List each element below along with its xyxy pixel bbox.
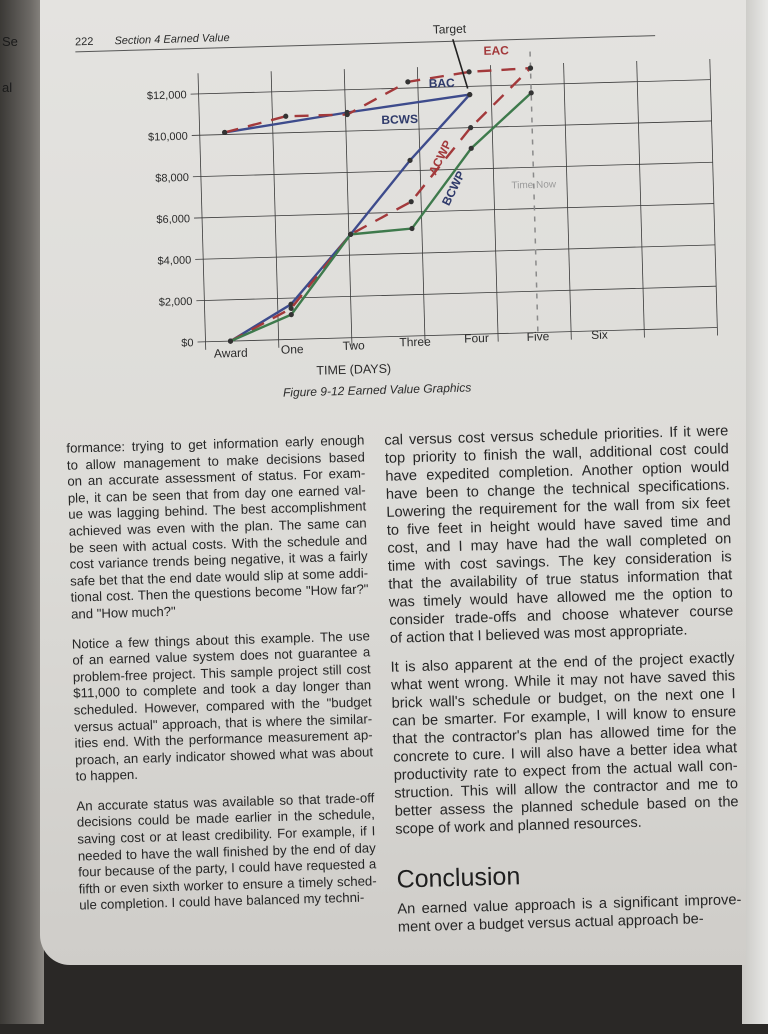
gridline-vertical (198, 73, 206, 350)
text-line: to allow management to make decisions based (66, 449, 365, 473)
text-line: ule completion. I could have balanced my techni- (78, 890, 365, 913)
right-text-column (384, 422, 742, 947)
left-text-column (66, 432, 377, 927)
text-line: ment over a budget versus actual approach be- (397, 911, 704, 936)
text-line: that the availability of true status information that (388, 567, 733, 593)
text-line: on an accurate assessment of status. For exam- (67, 465, 366, 489)
text-line: An earned value approach is a significant improve- (397, 892, 742, 918)
y-tick-label: $10,000 (147, 130, 188, 144)
target-label: Target (432, 21, 467, 37)
y-tick-label: $6,000 (156, 213, 191, 227)
section-title: Section 4 Earned Value (114, 32, 230, 48)
gridline-horizontal (192, 121, 712, 136)
conclusion-heading: Conclusion (396, 862, 521, 894)
y-tick-label: $2,000 (158, 295, 193, 309)
text-line: scheduled. However, compared with the "budget (73, 694, 372, 718)
gridline-horizontal (196, 286, 716, 301)
gridline-horizontal (195, 245, 715, 260)
figure-caption: Figure 9-12 Earned Value Graphics (282, 380, 472, 400)
text-line: of action that I believed was most appropriate. (389, 622, 688, 647)
y-tick-label: $8,000 (155, 171, 190, 185)
text-line: top priority to finish the wall, additional cost could (384, 441, 729, 467)
data-point-eac (283, 114, 288, 119)
series-label-bcws: BCWS (381, 111, 419, 127)
text-line: was timely would have allowed me the option to (388, 585, 733, 611)
x-tick-label: Four (463, 330, 490, 346)
text-line: and "How much?" (70, 603, 176, 622)
series-label-eac: EAC (483, 43, 510, 58)
series-label-bac: BAC (428, 75, 455, 91)
series-label-acwp: ACWP (425, 138, 455, 178)
gridline-horizontal (198, 328, 718, 343)
series-line-bcws (224, 95, 477, 342)
gridline-vertical (710, 59, 718, 336)
left-page-fragment: Se (2, 34, 18, 49)
text-line: achieved was even with the plan. The same can (68, 515, 367, 539)
text-line: consider trade-offs and choose whatever course (389, 603, 734, 629)
x-tick-label: Two (342, 338, 365, 353)
gridline-horizontal (194, 204, 714, 219)
text-line: to happen. (75, 767, 139, 784)
y-tick-label: $4,000 (157, 254, 192, 268)
text-line: four because of the party, I could have requested a (78, 856, 377, 880)
text-line: problem-free project. This sample project still cost (72, 661, 371, 685)
y-tick-label: $0 (181, 337, 194, 350)
text-line: cal versus cost versus schedule priorities. If it were (384, 423, 729, 449)
text-line: struction. This will allow the contractor and me to (393, 776, 739, 802)
series-line-acwp (223, 68, 538, 341)
data-point-eac (466, 69, 471, 74)
text-line: scope of work and planned resources. (394, 814, 642, 838)
x-tick-label: One (280, 342, 304, 357)
text-line: An accurate status was available so that trade-off (76, 790, 375, 814)
text-line: safe bet that the end date would slip at some addi- (69, 565, 369, 589)
text-line: Notice a few things about this example. The use (71, 627, 370, 652)
gridline-vertical (564, 63, 572, 340)
text-line: formance: trying to get information early enough (66, 432, 365, 456)
text-line: time with cost savings. The key consideration is (387, 549, 732, 575)
text-line: better assess the planned schedule based on the (394, 794, 739, 820)
gridline-vertical (490, 65, 498, 342)
x-tick-label: Award (213, 345, 248, 361)
data-point-eac (405, 79, 410, 84)
paragraph (384, 422, 734, 648)
series-line-eac (223, 68, 532, 132)
text-line: $11,000 to complete and took a day longer than (73, 677, 372, 701)
text-line: needed to have the wall finished by the end of day (77, 839, 376, 864)
paragraph (66, 432, 369, 623)
text-line: that the contractor's plan has allowed time for the (392, 722, 737, 748)
text-line: have expedited completion. Another option would (385, 459, 730, 485)
text-line: productivity rate to expect from the actual wall con- (393, 758, 738, 784)
text-line: tional cost. Then the questions become "How far?" (70, 581, 369, 606)
paragraph (72, 628, 374, 786)
gridline-vertical (637, 61, 645, 338)
gridline-vertical (417, 67, 425, 344)
text-line: decisions could be made earlier in the schedule, (76, 806, 375, 831)
text-line: be seen with actual costs. With the schedule and (69, 531, 368, 556)
text-line: saving cost or at least credibility. For example, if I (77, 823, 376, 847)
text-line: concrete to cure. I will also have a better idea what (392, 740, 738, 766)
text-line: brick wall's schedule or budget, on the next one I (391, 686, 736, 712)
text-line: can be smarter. For example, I will know to ensure (391, 704, 737, 730)
left-page-fragment: al (2, 80, 13, 95)
x-axis-title: TIME (DAYS) (316, 361, 392, 378)
text-line: what went wrong. While it may not have saved this (390, 668, 736, 694)
text-line: of an earned value system does not guarantee a (72, 644, 371, 668)
x-tick-label: Six (590, 327, 609, 343)
text-line: cost, and I may have had the wall completed on (387, 531, 732, 557)
page-number: 222 (74, 35, 94, 49)
x-tick-label: Five (526, 329, 550, 344)
earned-value-chart (0, 0, 765, 411)
series-label-bcwp: BCWP (438, 168, 468, 208)
conclusion-paragraph (397, 891, 742, 937)
data-point-acwp (409, 199, 414, 204)
text-line: cost variance trends being negative, it was a fairly (69, 548, 368, 572)
paragraph (76, 790, 377, 914)
text-line: It is also apparent at the end of the project exactly (390, 650, 735, 676)
text-line: ue was lagging behind. The best accomplishment (68, 498, 367, 523)
paragraph (390, 649, 739, 839)
y-tick-label: $12,000 (146, 89, 187, 103)
text-line: ple, it can be seen that from day one earned val- (67, 482, 366, 506)
text-line: have been to change the technical specifications. (385, 477, 730, 503)
target-arrow-icon (453, 39, 468, 89)
text-line: proach, an early indicator showed what was about (74, 743, 374, 768)
gridline-vertical (271, 71, 279, 348)
text-line: fifth or even sixth worker to ensure a timely sched- (78, 873, 377, 897)
text-line: Lowering the requirement for the wall from six feet (386, 495, 731, 521)
text-line: versus actual" approach, that is where the similar- (73, 710, 373, 735)
text-line: to five feet in height would have saved time and (386, 513, 731, 539)
x-tick-label: Three (399, 334, 431, 350)
time-now-label: Time Now (511, 179, 557, 192)
text-line: ities end. With the performance measurement ap- (74, 727, 373, 751)
